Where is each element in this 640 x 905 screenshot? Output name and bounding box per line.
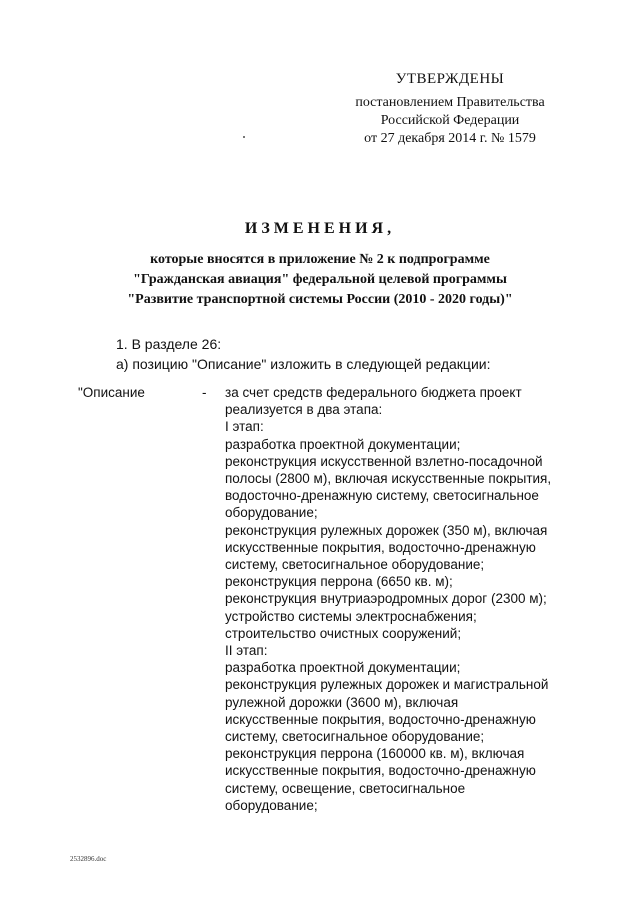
description-line: систему, светосигнальное оборудование;: [225, 729, 485, 745]
description-line: за счет средств федерального бюджета проект: [225, 385, 522, 400]
description-line: искусственные покрытия, водосточно-дренажную: [225, 763, 536, 779]
description-line: устройство системы электроснабжения;: [225, 608, 477, 624]
description-line: разработка проектной документации;: [225, 436, 461, 452]
description-line: реконструкция искусственной взлетно-посадочной: [225, 453, 543, 469]
description-line: систему, освещение, светосигнальное: [225, 780, 466, 796]
description-line: строительство очистных сооружений;: [225, 625, 462, 641]
description-line: реконструкция рулежных дорожек и магистральной: [225, 677, 549, 693]
approval-line-2: Российской Федерации: [380, 113, 520, 128]
description-line: рулежной дорожки (3600 м), включая: [225, 694, 459, 710]
description-line: водосточно-дренажную систему, светосигнальное: [225, 488, 539, 504]
section-line-2: а) позицию "Описание" изложить в следующей редакции:: [116, 356, 491, 372]
footer-filename: 2532896.doc: [70, 855, 107, 863]
description-line: реконструкция рулежных дорожек (350 м), включая: [225, 522, 548, 538]
scan-mark: [243, 136, 245, 138]
description-line: реализуется в два этапа:: [225, 402, 383, 418]
section-line-1: 1. В разделе 26:: [116, 336, 222, 352]
description-line: реконструкция перрона (160000 кв. м), включая: [225, 746, 525, 762]
section-intro: [116, 334, 490, 374]
description-line: искусственные покрытия, водосточно-дренажную: [225, 711, 536, 727]
description-line: реконструкция внутриаэродромных дорог (2300 м);: [225, 591, 547, 607]
row-label: "Описание: [78, 385, 145, 400]
document-title: ИЗМЕНЕНИЯ,: [244, 220, 396, 237]
description-line: I этап:: [225, 419, 264, 435]
description-line: искусственные покрытия, водосточно-дренажную: [225, 539, 536, 555]
subtitle-line-3: "Развитие транспортной системы России (2010 - 2020 годы)": [127, 292, 513, 307]
approval-line-1: постановлением Правительства: [355, 95, 545, 110]
description-line: разработка проектной документации;: [225, 660, 461, 676]
approved-heading: УТВЕРЖДЕНЫ: [395, 71, 505, 87]
row-description: [225, 384, 625, 814]
row-dash: -: [202, 385, 207, 400]
description-line: оборудование;: [225, 797, 318, 813]
description-line: II этап:: [225, 643, 268, 659]
description-line: систему, светосигнальное оборудование;: [225, 557, 485, 573]
subtitle-line-1: которые вносятся в приложение № 2 к подпрограмме: [150, 252, 490, 267]
description-line: оборудование;: [225, 505, 318, 521]
approval-line-3: от 27 декабря 2014 г. № 1579: [364, 131, 536, 146]
approval-block: [340, 70, 560, 148]
document-subtitle: [0, 250, 640, 310]
description-line: реконструкция перрона (6650 кв. м);: [225, 574, 453, 590]
description-line: полосы (2800 м), включая искусственные покрытия,: [225, 471, 552, 487]
subtitle-line-2: "Гражданская авиация" федеральной целевой программы: [133, 272, 507, 287]
